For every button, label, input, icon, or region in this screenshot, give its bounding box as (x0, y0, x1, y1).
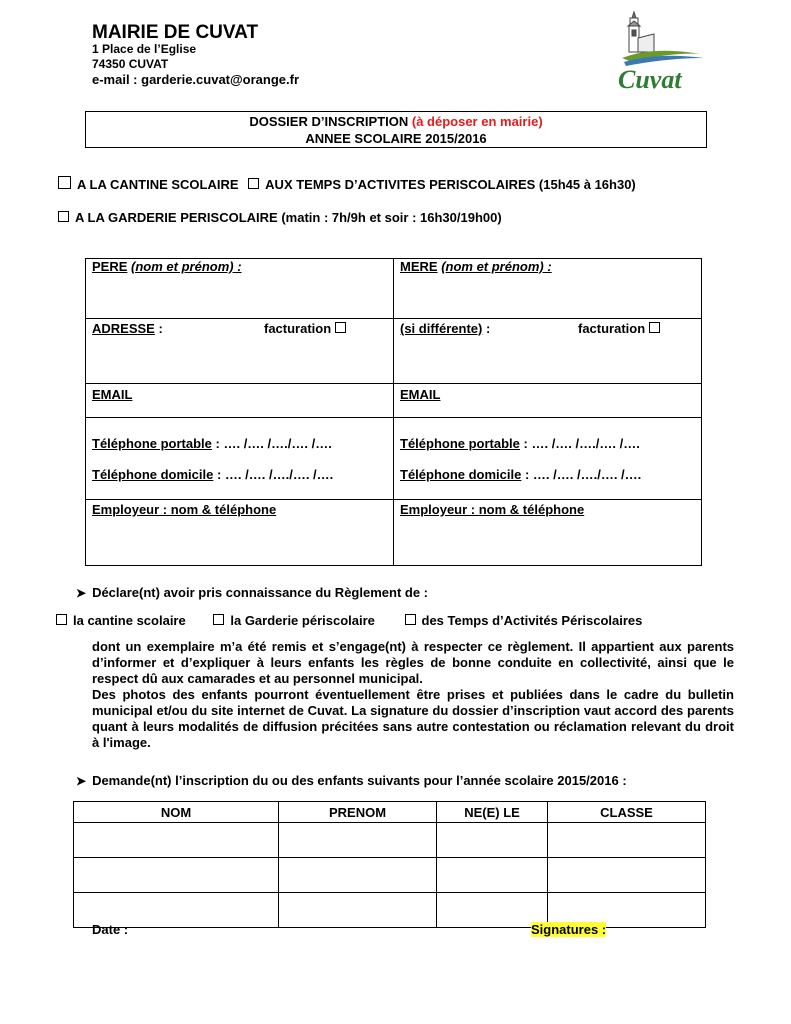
sep-2: : (213, 467, 222, 482)
facturation-label-pere: facturation (264, 321, 332, 336)
checkbox-facturation-mere[interactable] (649, 322, 660, 333)
address-line-1: 1 Place de l’Eglise (92, 42, 197, 56)
cell-input[interactable] (437, 858, 548, 893)
cell-input[interactable] (74, 823, 279, 858)
facturation-label-mere: facturation (578, 321, 646, 336)
col-nom: NOM (74, 802, 279, 823)
mairie-title: MAIRIE DE CUVAT (92, 22, 259, 43)
dots-1: …. /…. /…./…. /…. (219, 436, 332, 451)
sep-4: : (521, 467, 530, 482)
employeur-pere-cell[interactable] (86, 500, 394, 566)
adresse-label: ADRESSE (92, 321, 155, 336)
address-line-2: 74350 CUVAT (92, 57, 169, 71)
table-row (74, 858, 706, 893)
cell-input[interactable] (548, 823, 706, 858)
dossier-box (85, 111, 707, 148)
email-mere-label: EMAIL (400, 387, 441, 402)
mere-cell[interactable] (394, 259, 702, 319)
cell-input[interactable] (74, 858, 279, 893)
option-row-1 (58, 176, 636, 192)
declare-text: Déclare(nt) avoir pris connaissance du Règlement de : (92, 585, 428, 600)
mere-label: MERE (400, 259, 438, 274)
cell-input[interactable] (279, 858, 437, 893)
reglement-tap-label: des Temps d’Activités Périscolaires (421, 613, 643, 628)
children-header-row (74, 802, 706, 823)
email-line: e-mail : garderie.cuvat@orange.fr (92, 72, 300, 87)
checkbox-reglement-cantine[interactable] (56, 614, 67, 625)
checkbox-garderie[interactable] (58, 211, 69, 222)
tel-portable-pere: Téléphone portable (92, 436, 212, 451)
arrow-bullet-icon: ➤ (76, 586, 87, 600)
dots-4: …. /…. /…./…. /…. (529, 467, 642, 482)
mere-hint: (nom et prénom) : (441, 259, 552, 274)
signatures-label: Signatures : (531, 922, 607, 937)
email-pere-label: EMAIL (92, 387, 133, 402)
school-year: ANNEE SCOLAIRE 2015/2016 (305, 131, 487, 146)
cell-input[interactable] (279, 823, 437, 858)
paragraph-engagement: dont un exemplaire m’a été remis et s’engage(nt) à respecter ce règlement. Il appartient aux parents d’informer et d’expliquer à leurs enfants les règles de bonne conduite en collectivité, ainsi que le respect dû aux camarades et au personnel municipal. (92, 639, 734, 686)
adresse-diff-cell[interactable] (394, 319, 702, 384)
adresse-cell[interactable] (86, 319, 394, 384)
email-pere-cell[interactable] (86, 384, 394, 418)
cell-input[interactable] (279, 893, 437, 928)
table-row (74, 893, 706, 928)
col-ne-le: NE(E) LE (437, 802, 548, 823)
parents-table (85, 258, 702, 566)
si-differente-label: (si différente) (400, 321, 483, 336)
table-row (74, 823, 706, 858)
demande-text: Demande(nt) l’inscription du ou des enfants suivants pour l’année scolaire 2015/2016 : (92, 773, 627, 788)
tel-domicile-mere: Téléphone domicile (400, 467, 522, 482)
cuvat-logo (612, 8, 712, 92)
dots-3: …. /…. /…./…. /…. (527, 436, 640, 451)
pere-cell[interactable] (86, 259, 394, 319)
checkbox-reglement-tap[interactable] (405, 614, 416, 625)
cell-input[interactable] (437, 823, 548, 858)
checkbox-reglement-garderie[interactable] (213, 614, 224, 625)
email-mere-cell[interactable] (394, 384, 702, 418)
children-table (73, 801, 706, 928)
telephone-pere-cell[interactable] (86, 418, 394, 500)
paragraph-photos: Des photos des enfants pourront éventuellement être prises et publiées dans le cadre du bulletin municipal et/ou du site internet de Cuvat. La signature du dossier d’inscription vaut accord des parents quant à leurs modalités de diffusion précitées sans autre contestation ou réclamation relevant du droit à l'image. (92, 687, 734, 750)
pere-hint: (nom et prénom) : (131, 259, 242, 274)
telephone-mere-cell[interactable] (394, 418, 702, 500)
dossier-note: (à déposer en mairie) (411, 114, 543, 129)
reglement-options (56, 613, 642, 628)
col-prenom: PRENOM (279, 802, 437, 823)
tel-portable-mere: Téléphone portable (400, 436, 520, 451)
sep-3: : (519, 436, 528, 451)
declare-line (76, 585, 428, 600)
employeur-pere-label: Employeur : nom & téléphone (92, 502, 277, 517)
checkbox-tap[interactable] (248, 178, 259, 189)
option-tap-label: AUX TEMPS D’ACTIVITES PERISCOLAIRES (15h45 à 16h30) (265, 177, 636, 192)
sep-1: : (211, 436, 220, 451)
col-classe: CLASSE (548, 802, 706, 823)
reglement-paragraph (92, 639, 734, 751)
adresse-colon: : (154, 321, 163, 336)
demande-line (76, 773, 627, 788)
reglement-garderie-label: la Garderie périscolaire (230, 613, 375, 628)
option-garderie-label: A LA GARDERIE PERISCOLAIRE (matin : 7h/9h et soir : 16h30/19h00) (75, 210, 502, 225)
employeur-mere-cell[interactable] (394, 500, 702, 566)
option-row-2 (58, 210, 502, 225)
si-diff-colon: : (482, 321, 491, 336)
reglement-cantine-label: la cantine scolaire (73, 613, 186, 628)
option-cantine-label: A LA CANTINE SCOLAIRE (77, 177, 239, 192)
tel-domicile-pere: Téléphone domicile (92, 467, 214, 482)
employeur-mere-label: Employeur : nom & téléphone (400, 502, 585, 517)
pere-label: PERE (92, 259, 128, 274)
dots-2: …. /…. /…./…. /…. (221, 467, 334, 482)
checkbox-cantine[interactable] (58, 176, 71, 189)
date-label: Date : (92, 922, 129, 937)
checkbox-facturation-pere[interactable] (335, 322, 346, 333)
cell-input[interactable] (548, 858, 706, 893)
dossier-title: DOSSIER D’INSCRIPTION (249, 114, 412, 129)
logo-text: Cuvat (618, 65, 682, 92)
arrow-bullet-icon: ➤ (76, 774, 87, 788)
